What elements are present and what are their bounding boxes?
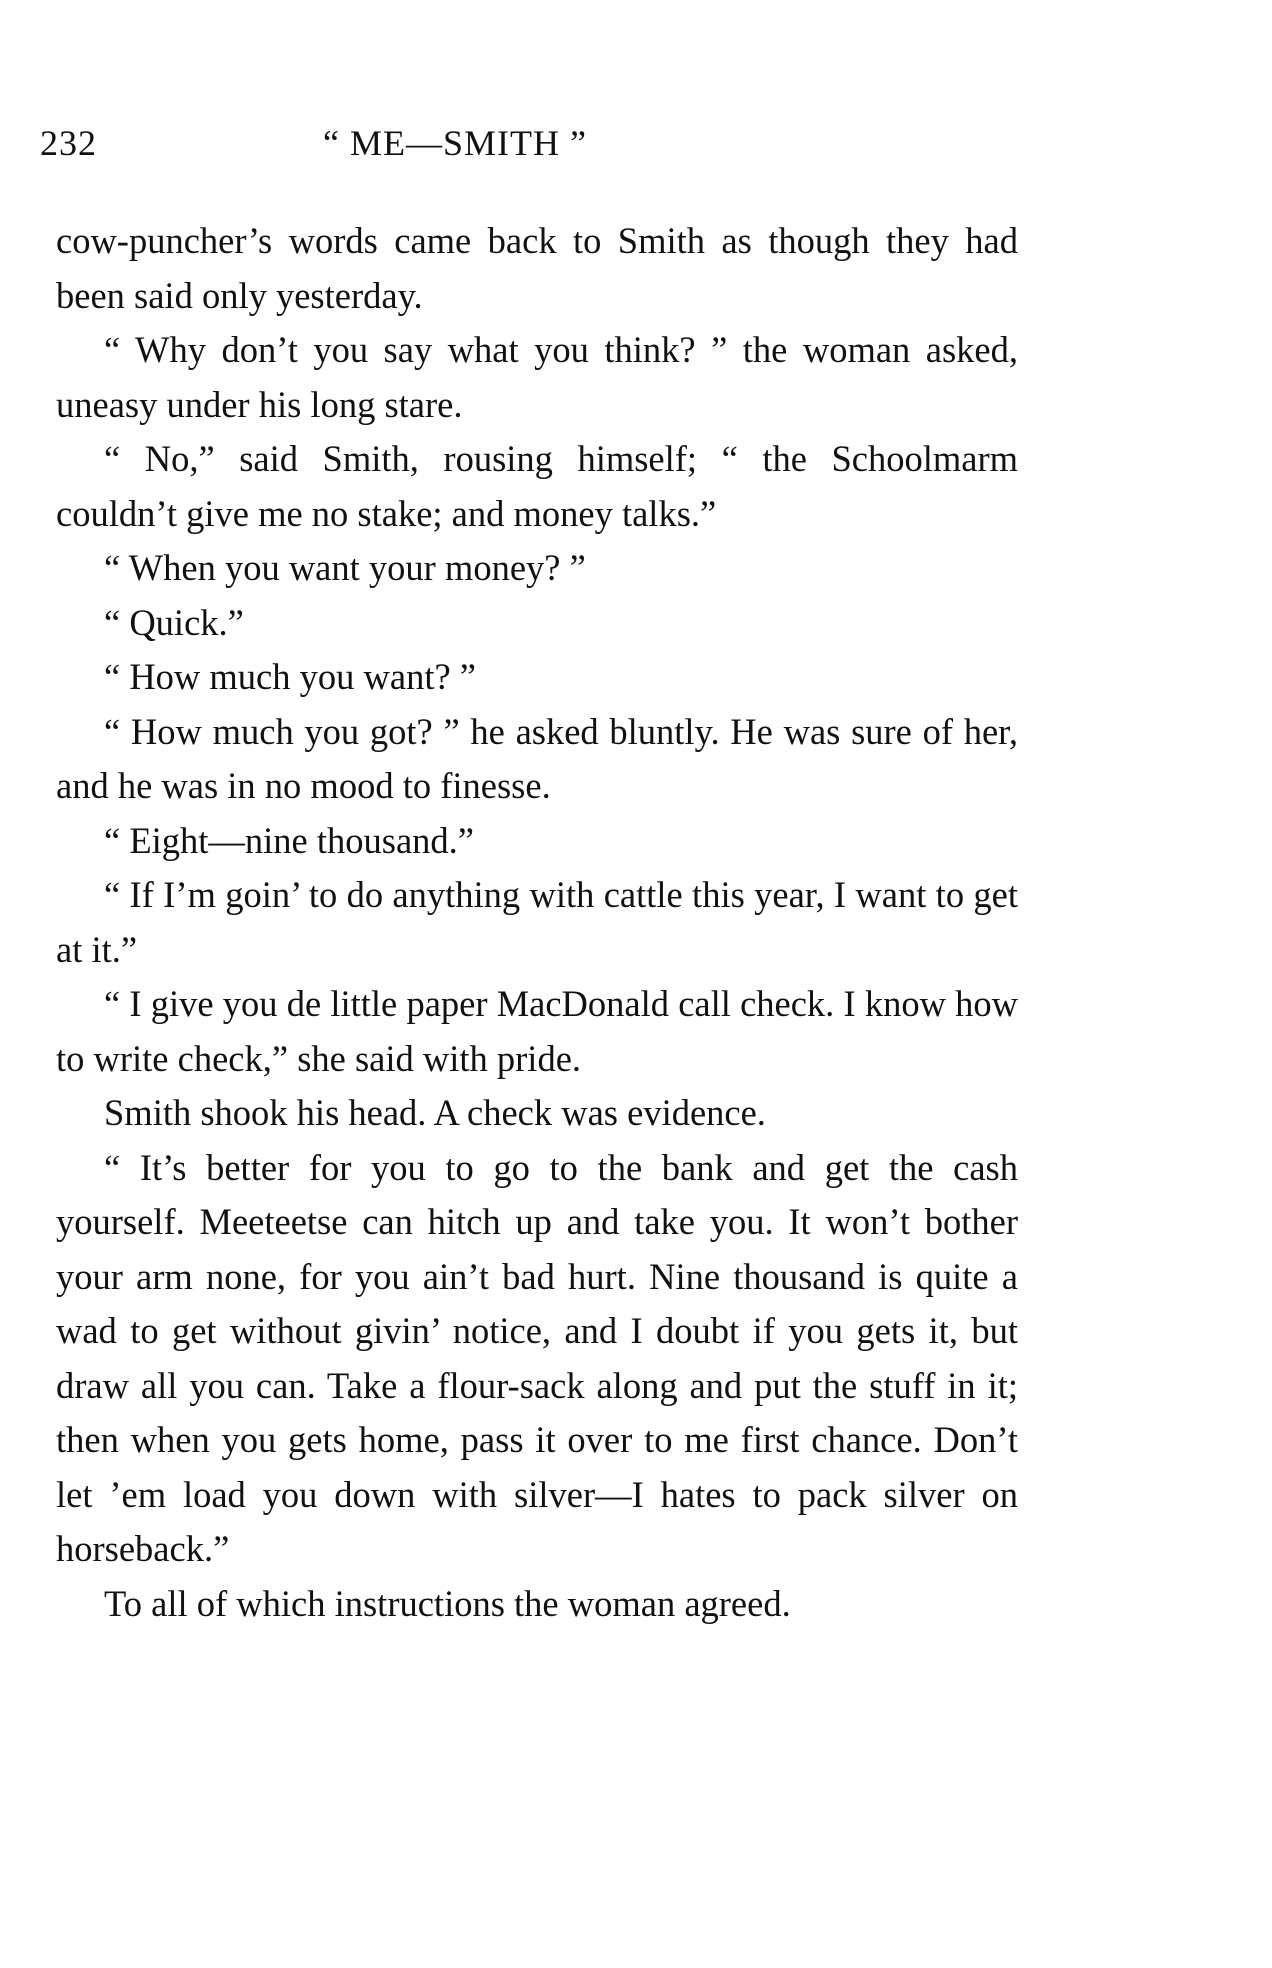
running-title: “ ME—SMITH ”: [323, 123, 587, 163]
paragraph: “ No,” said Smith, rousing himself; “ the Schoolmarm couldn’t give me no stake; and money talks.”: [56, 438, 1018, 534]
paragraph: cow-puncher’s words came back to Smith as though they had been said only yesterday.: [56, 220, 1018, 316]
page-number: 232: [40, 123, 97, 163]
paragraph: “ Eight—nine thousand.”: [104, 819, 474, 861]
paragraph: “ When you want your money? ”: [104, 547, 586, 588]
paragraph: To all of which instructions the woman agreed.: [104, 1582, 791, 1624]
paragraph: “ How much you want? ”: [104, 656, 476, 697]
paragraph: Smith shook his head. A check was evidence.: [104, 1092, 766, 1133]
paragraph: “ Why don’t you say what you think? ” the woman asked, uneasy under his long stare.: [56, 329, 1018, 425]
paragraph: “ It’s better for you to go to the bank and get the cash yourself. Meeteetse can hitch up and take you. It won’t bother your arm none, for you ain’t bad hurt. Nine thousand is quite a wad to get without givin’ notice, and I doubt if you gets it, but draw all you can. Take a flour-sack along and put the stuff in it; then when you gets home, pass it over to me first chance. Don’t let ’em load you down with silver—I hates to pack silver on horseback.”: [56, 1146, 1018, 1569]
paragraph: “ If I’m goin’ to do anything with cattle this year, I want to get at it.”: [56, 874, 1018, 970]
running-head: [40, 122, 1020, 172]
paragraph: “ I give you de little paper MacDonald call check. I know how to write check,” she said with pride.: [56, 983, 1018, 1079]
body-text: [56, 214, 1018, 1631]
paragraph: “ Quick.”: [104, 601, 244, 643]
paragraph: “ How much you got? ” he asked bluntly. He was sure of her, and he was in no mood to finesse.: [56, 710, 1018, 806]
